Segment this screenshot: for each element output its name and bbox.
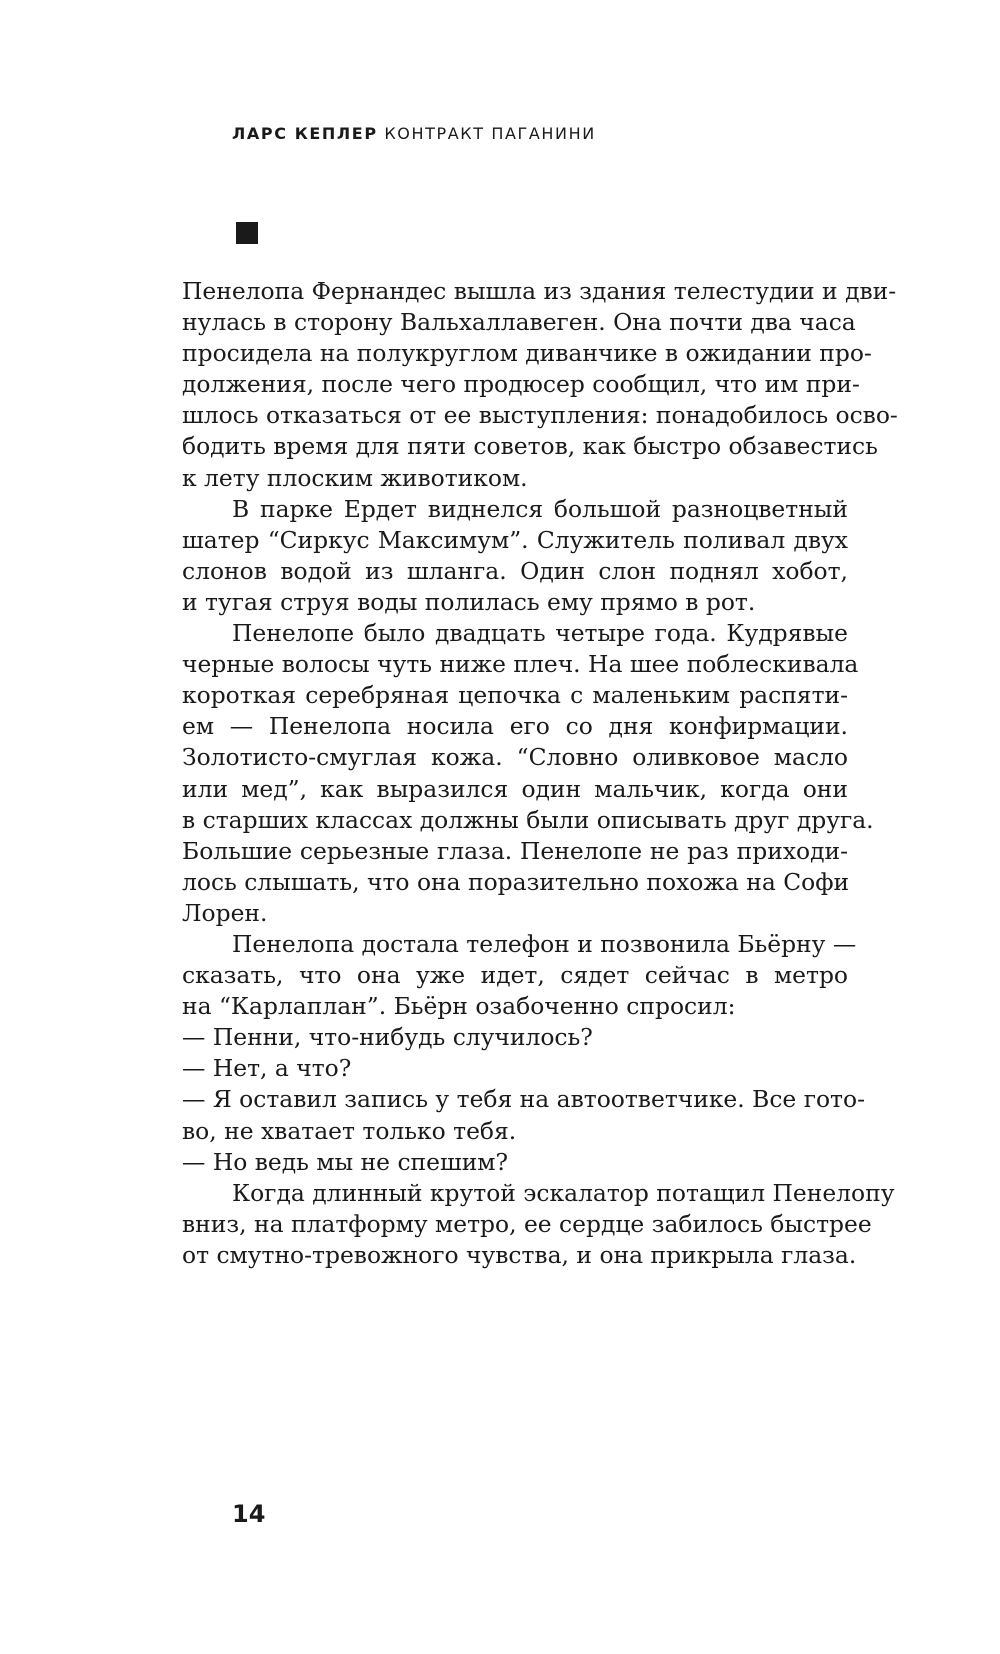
page-number: 14 xyxy=(232,1500,266,1528)
text-line: Когда длинный крутой эскалатор потащил Пенелопу xyxy=(232,1178,895,1207)
text-line: черные волосы чуть ниже плеч. На шее поблескивала xyxy=(182,650,859,679)
text-line: шлось отказаться от ее выступления: понадобилось осво- xyxy=(182,401,898,430)
text-line: Большие серьезные глаза. Пенелопе не раз приходи- xyxy=(182,836,848,865)
text-line: — Но ведь мы не спешим? xyxy=(182,1147,509,1176)
text-line: во, не хватает только тебя. xyxy=(182,1116,517,1145)
running-head-author: ЛАРС КЕПЛЕР xyxy=(232,124,378,143)
text-line: лось слышать, что она поразительно похожа на Софи xyxy=(182,867,850,896)
text-line: от смутно-тревожного чувства, и она прикрыла глаза. xyxy=(182,1240,857,1269)
text-line: — Я оставил запись у тебя на автоответчике. Все гото- xyxy=(182,1085,865,1114)
text-line: Пенелопе было двадцать четыре года. Кудрявые xyxy=(232,619,848,648)
text-line: Пенелопа Фернандес вышла из здания телестудии и дви- xyxy=(182,277,897,305)
text-line: вниз, на платформу метро, ее сердце забилось быстрее xyxy=(182,1209,872,1238)
text-line: шатер “Сиркус Максимум”. Служитель поливал двух xyxy=(182,525,848,554)
text-line: или мед”, как выразился один мальчик, когда они xyxy=(182,774,848,803)
running-head xyxy=(232,124,596,143)
text-line: сказать, что она уже идет, сядет сейчас в метро xyxy=(182,961,848,990)
text-line: Пенелопа достала телефон и позвонила Бьёрну — xyxy=(232,929,857,958)
running-head-title: КОНТРАКТ ПАГАНИНИ xyxy=(384,124,596,143)
text-line: к лету плоским животиком. xyxy=(182,463,528,492)
text-line: слонов водой из шланга. Один слон поднял хобот, xyxy=(182,556,848,585)
text-line: — Пенни, что-нибудь случилось? xyxy=(182,1023,593,1052)
text-line: ем — Пенелопа носила его со дня конфирмации. xyxy=(182,712,848,741)
text-line: Лорен. xyxy=(182,898,268,927)
text-line: — Нет, а что? xyxy=(182,1054,352,1083)
text-line: должения, после чего продюсер сообщил, что им при- xyxy=(182,370,860,399)
section-break-mark xyxy=(236,222,258,244)
text-line: и тугая струя воды полилась ему прямо в рот. xyxy=(182,587,756,616)
text-line: бодить время для пяти советов, как быстро обзавестись xyxy=(182,432,878,461)
text-line: нулась в сторону Вальхаллавеген. Она почти два часа xyxy=(182,308,856,337)
body-text xyxy=(182,276,898,1271)
text-line: просидела на полукруглом диванчике в ожидании про- xyxy=(182,339,872,368)
text-line: В парке Ердет виднелся большой разноцветный xyxy=(232,494,848,523)
text-line: короткая серебряная цепочка с маленьким распяти- xyxy=(182,681,848,710)
text-line: на “Карлаплан”. Бьёрн озабоченно спросил: xyxy=(182,992,736,1021)
text-line: Золотисто-смуглая кожа. “Словно оливковое масло xyxy=(182,743,848,772)
text-line: в старших классах должны были описывать друг друга. xyxy=(182,805,874,834)
